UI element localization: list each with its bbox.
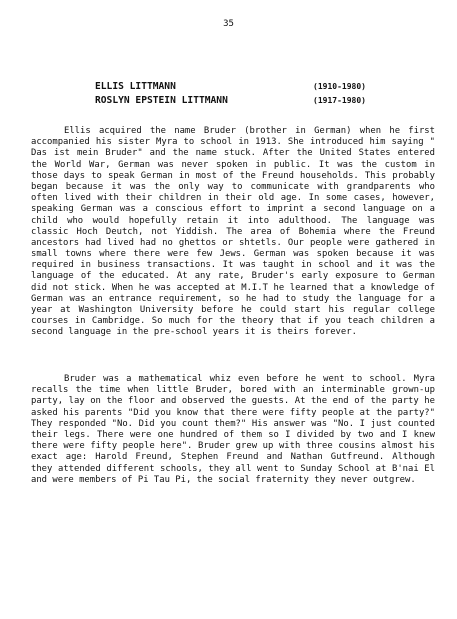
page-number: 35 [223,19,234,29]
heading-person-1 [95,81,366,92]
person-1-name: ELLIS LITTMANN [95,81,176,92]
paragraph-1: Ellis acquired the name Bruder (brother in German) when he first accompanied his sister Myra to school in 1913. She introduced him saying " Das ist mein Bruder" and the name stuck. After the United States entered the World War, German was never spoken in public. It was the custom in those days to speak German in most of the Freund households. This probably began because it was the only way to communicate with grandparents who often lived with their children in their old age. In some cases, however, speaking German was a conscious effort to imprint a second language on a child who would hopefully retain it into adulthood. The language was classic Hoch Deutch, not Yiddish. The area of Bohemia where the Freund ancestors had lived had no ghettos or shtetls. Our people were gathered in small towns where there were few Jews. German was spoken because it was required in business transactions. It was taught in school and it was the language of the educated. At any rate, Bruder's early exposure to German did not stick. When he was accepted at M.I.T he learned that a knowledge of German was an entrance requirement, so he had to study the language for a year at Washington University before he could start his regular college courses in Cambridge. So much for the theory that if you teach children a second language in the pre-school years it is theirs forever. [31,126,435,338]
person-2-name: ROSLYN EPSTEIN LITTMANN [95,95,228,106]
person-2-dates: (1917-1980) [313,96,366,105]
person-1-dates: (1910-1980) [313,82,366,91]
heading-person-2 [95,95,366,106]
paragraph-2: Bruder was a mathematical whiz even before he went to school. Myra recalls the time when little Bruder, bored with an interminable grown-up party, lay on the floor and observed the guests. At the end of the party he asked his parents "Did you know that there were fifty people at the party?" They responded "No. Did you count them?" His answer was "No. I just counted their legs. There were one hundred of them so I divided by two and I knew there were fifty people here". Bruder grew up with three cousins almost his exact age: Harold Freund, Stephen Freund and Nathan Gutfreund. Although they attended different schools, they all went to Sunday School at B'nai El and were members of Pi Tau Pi, the social fraternity they never outgrew. [31,374,435,485]
